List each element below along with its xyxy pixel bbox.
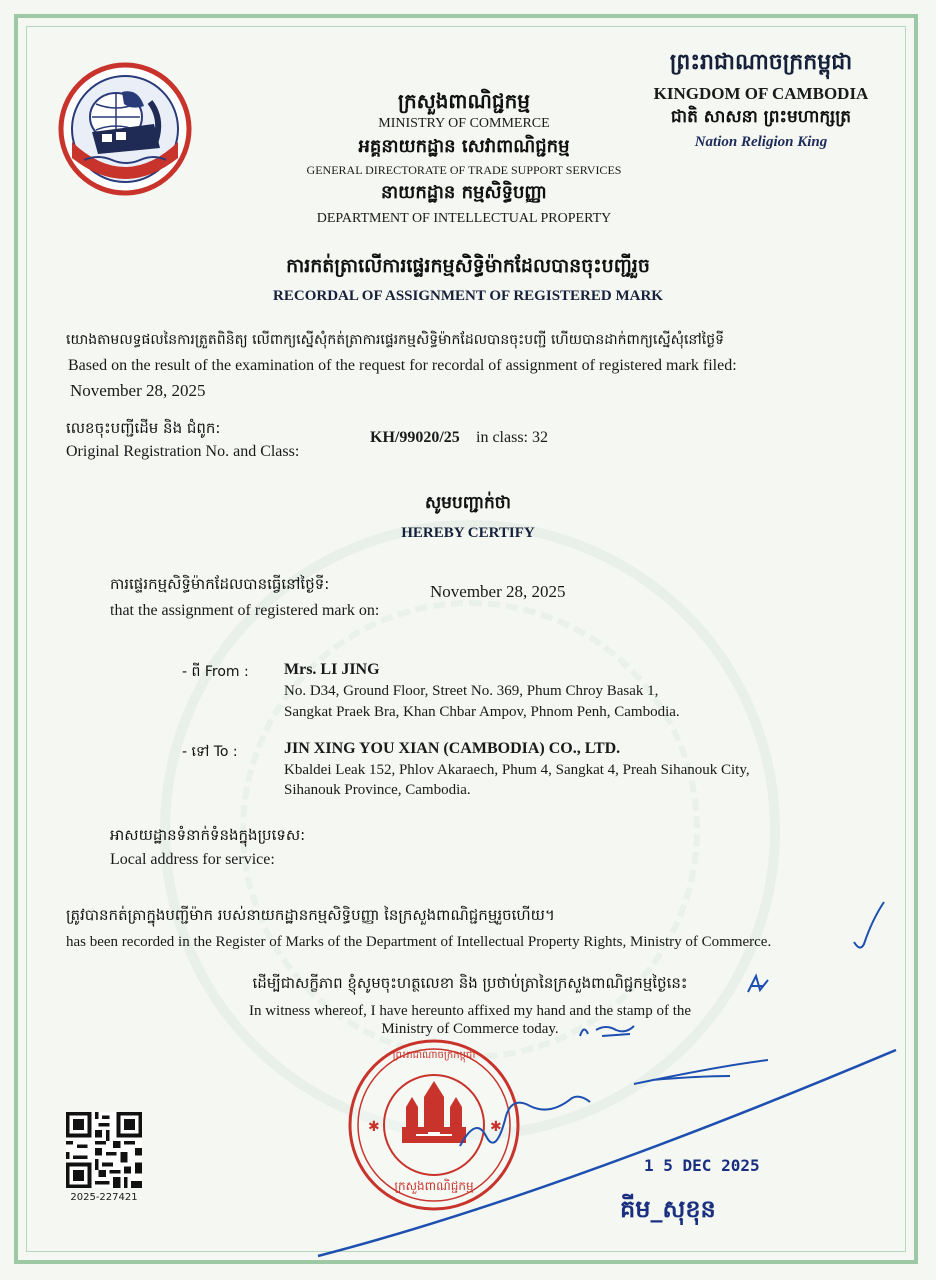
registration-number: KH/99020/25 — [370, 429, 460, 446]
document-title-en: RECORDAL OF ASSIGNMENT OF REGISTERED MARK — [273, 288, 663, 304]
witness-statement-en-line-1: In witness whereof, I have hereunto affixed my hand and the stamp of the — [248, 1003, 692, 1019]
directorate-name-kh: អគ្គនាយកដ្ឋាន សេវាពាណិជ្ជកម្ម — [358, 136, 570, 157]
date-initial-icon — [576, 1020, 638, 1042]
filing-date: November 28, 2025 — [70, 381, 206, 400]
kingdom-name-en: KINGDOM OF CAMBODIA — [653, 84, 869, 103]
intro-text-en: Based on the result of the examination of the request for recordal of assignment of registered mark filed: — [68, 357, 737, 374]
registration-class: in class: 32 — [476, 429, 548, 446]
local-address-label-kh: អាសយដ្ឋានទំនាក់ទំនងក្នុងប្រទេស: — [110, 826, 306, 844]
from-label: - ពី From : — [182, 664, 249, 680]
witness-statement-kh: ដើម្បីជាសក្ខីភាព ខ្ញុំសូមចុះហត្ថលេខា និង ប្រថាប់ត្រានៃក្រសួងពាណិជ្ជកម្មថ្ងៃនេះ — [252, 974, 688, 992]
seal-text-top: ព្រះរាជាណាចក្រកម្ពុជា — [392, 1050, 476, 1061]
signature-icon — [300, 1046, 900, 1266]
certify-heading-en: HEREBY CERTIFY — [401, 525, 535, 541]
registration-label-en: Original Registration No. and Class: — [66, 443, 300, 460]
qr-id: 2025-227421 — [70, 1192, 138, 1203]
signer-name-kh: គីម_សុខុន — [620, 1195, 716, 1223]
ministry-logo-icon — [58, 62, 192, 196]
ministry-name-kh: ក្រសួងពាណិជ្ជកម្ម — [398, 89, 530, 113]
assignor-address-line-2: Sangkat Praek Bra, Khan Chbar Ampov, Phnom Penh, Cambodia. — [284, 704, 680, 720]
svg-text:✱: ✱ — [490, 1119, 502, 1135]
qr-code-icon — [66, 1112, 142, 1188]
intro-text-kh: យោងតាមលទ្ធផលនៃការត្រួតពិនិត្យ លើពាក្យស្នើសុំកត់ត្រាការផ្ទេរកម្មសិទ្ធិម៉ាកដែលបានចុះបញ្ជី ហើយបានដាក់ពាក្យស្នើសុំនៅថ្ងៃទី — [66, 332, 724, 348]
assignor-address-line-1: No. D34, Ground Floor, Street No. 369, Phum Chroy Basak 1, — [284, 683, 659, 699]
seal-text-bottom: ក្រសួងពាណិជ្ជកម្ម — [394, 1179, 474, 1193]
assignment-label-en: that the assignment of registered mark on: — [110, 602, 380, 619]
assignee-address-line-1: Kbaldei Leak 152, Phlov Akaraech, Phum 4, Sangkat 4, Preah Sihanouk City, — [284, 762, 750, 778]
assignee-address-line-2: Sihanouk Province, Cambodia. — [284, 782, 471, 798]
assignment-date: November 28, 2025 — [430, 582, 566, 601]
svg-text:✱: ✱ — [368, 1119, 380, 1135]
assignor-name: Mrs. LI JING — [284, 661, 380, 678]
certify-heading-kh: សូមបញ្ជាក់ថា — [425, 493, 511, 513]
initial-mark-icon — [744, 972, 772, 998]
assignee-name: JIN XING YOU XIAN (CAMBODIA) CO., LTD. — [284, 740, 621, 757]
witness-statement-en-line-2: Ministry of Commerce today. — [381, 1021, 559, 1037]
document-title-kh: ការកត់ត្រាលើការផ្ទេរកម្មសិទ្ធិម៉ាកដែលបានចុះបញ្ជីរួច — [286, 255, 650, 277]
directorate-name-en: GENERAL DIRECTORATE OF TRADE SUPPORT SERVICES — [306, 163, 622, 177]
motto-kh: ជាតិ សាសនា ព្រះមហាក្សត្រ — [670, 107, 852, 127]
date-stamp: 1 5 DEC 2025 — [644, 1156, 760, 1175]
registration-label-kh: លេខចុះបញ្ជីដើម និង ជំពូក: — [66, 419, 221, 437]
ministry-name-en: MINISTRY OF COMMERCE — [378, 116, 550, 131]
assignment-label-kh: ការផ្ទេរកម្មសិទ្ធិម៉ាកដែលបានធ្វើនៅថ្ងៃទី: — [110, 575, 330, 593]
local-address-label-en: Local address for service: — [110, 851, 275, 868]
to-label: - ទៅ To : — [182, 744, 238, 760]
department-name-kh: នាយកដ្ឋាន កម្មសិទ្ធិបញ្ញា — [381, 182, 547, 203]
check-mark-icon — [850, 898, 890, 954]
recorded-statement-en: has been recorded in the Register of Marks of the Department of Intellectual Property Rights, Ministry of Commerce. — [66, 934, 772, 950]
recorded-statement-kh: ត្រូវបានកត់ត្រាក្នុងបញ្ជីម៉ាក របស់នាយកដ្ឋានកម្មសិទ្ធិបញ្ញា នៃក្រសួងពាណិជ្ជកម្មរួចហើយ។ — [66, 906, 555, 924]
department-name-en: DEPARTMENT OF INTELLECTUAL PROPERTY — [316, 211, 612, 226]
kingdom-name-kh: ព្រះរាជាណាចក្រកម្ពុជា — [669, 50, 853, 75]
motto-en: Nation Religion King — [694, 134, 828, 150]
